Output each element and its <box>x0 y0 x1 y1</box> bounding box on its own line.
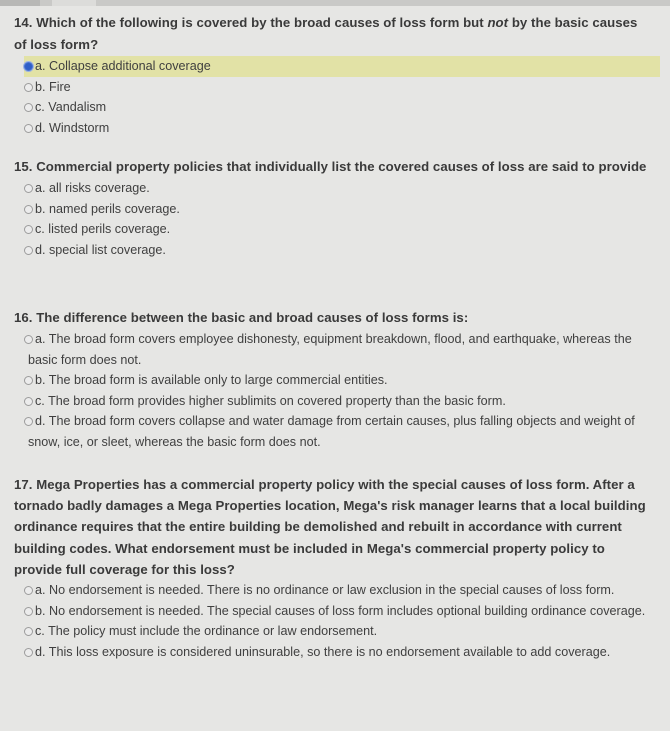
question-text-part: Commercial property policies that individually list the covered causes of loss are said to provide <box>36 159 647 174</box>
radio-button-icon[interactable] <box>24 627 33 636</box>
answer-option-b[interactable] <box>0 77 670 98</box>
question-text-part: Mega Properties has a commercial property policy with the special causes of loss form. After a tornado badly damages a Mega Properties location, Mega's risk manager learns that a local building ordinance requires that the entire building be demolished and rebuilt in accordance with current building codes. What endorsement must be included in Mega's commercial property policy to provide full coverage for this loss? <box>14 477 646 577</box>
radio-button-icon[interactable] <box>24 124 33 133</box>
radio-button-icon[interactable] <box>24 648 33 657</box>
answer-option-d[interactable] <box>0 240 670 261</box>
browser-top-strip <box>0 0 670 6</box>
radio-button-icon[interactable] <box>24 103 33 112</box>
radio-button-checked-icon[interactable] <box>24 62 33 71</box>
radio-button-icon[interactable] <box>24 607 33 616</box>
question-text <box>0 12 670 56</box>
radio-button-icon[interactable] <box>24 184 33 193</box>
answer-options <box>0 56 670 138</box>
answer-option-d[interactable] <box>0 642 670 663</box>
option-label: b. The broad form is available only to large commercial entities. <box>35 373 388 387</box>
answer-option-a[interactable] <box>0 178 670 199</box>
answer-option-b[interactable] <box>0 199 670 220</box>
radio-button-icon[interactable] <box>24 586 33 595</box>
option-label: b. No endorsement is needed. The special causes of loss form includes optional building ordinance coverage. <box>35 603 646 618</box>
option-label: c. Vandalism <box>35 100 107 114</box>
option-label: d. special list coverage. <box>35 242 166 257</box>
answer-option-c[interactable] <box>0 97 670 118</box>
question-number: 17. <box>14 477 33 492</box>
option-label: d. Windstorm <box>35 120 110 135</box>
question-text <box>0 156 670 178</box>
answer-option-c[interactable] <box>0 621 670 642</box>
question-17 <box>0 474 670 662</box>
option-label: d. The broad form covers collapse and water damage from certain causes, plus falling objects and weight of snow, ice, or sleet, whereas the basic form does not. <box>28 414 635 449</box>
answer-option-a[interactable] <box>0 329 670 370</box>
answer-option-a[interactable] <box>0 580 670 601</box>
radio-button-icon[interactable] <box>24 83 33 92</box>
option-label: c. listed perils coverage. <box>35 222 171 236</box>
option-label: c. The broad form provides higher sublimits on covered property than the basic form. <box>35 393 506 408</box>
option-label: b. Fire <box>35 79 71 94</box>
option-label: a. No endorsement is needed. There is no ordinance or law exclusion in the special causes of loss form. <box>35 583 615 598</box>
answer-option-b[interactable] <box>0 601 670 622</box>
option-label: c. The policy must include the ordinance or law endorsement. <box>35 624 378 639</box>
question-text <box>0 474 670 580</box>
option-label: b. named perils coverage. <box>35 201 180 216</box>
answer-option-a[interactable] <box>24 56 660 77</box>
radio-button-icon[interactable] <box>24 376 33 385</box>
question-text-part: by the basic causes of loss form? <box>14 15 638 52</box>
radio-button-icon[interactable] <box>24 417 33 426</box>
answer-option-c[interactable] <box>0 219 670 240</box>
radio-button-icon[interactable] <box>24 246 33 255</box>
browser-tab-active[interactable] <box>52 0 96 6</box>
answer-option-d[interactable] <box>0 411 670 452</box>
answer-options <box>0 580 670 662</box>
question-16 <box>0 307 670 452</box>
radio-button-icon[interactable] <box>24 397 33 406</box>
radio-button-icon[interactable] <box>24 335 33 344</box>
answer-option-b[interactable] <box>0 370 670 391</box>
option-label: a. Collapse additional coverage <box>35 59 211 73</box>
answer-option-c[interactable] <box>0 391 670 412</box>
question-number: 16. <box>14 310 33 325</box>
answer-option-d[interactable] <box>0 118 670 139</box>
browser-tab[interactable] <box>0 0 40 6</box>
question-number: 14. <box>14 15 33 30</box>
option-label: a. all risks coverage. <box>35 181 150 195</box>
question-text <box>0 307 670 329</box>
answer-options <box>0 329 670 452</box>
radio-button-icon[interactable] <box>24 225 33 234</box>
option-label: a. The broad form covers employee dishonesty, equipment breakdown, flood, and earthquake, whereas the basic form does not. <box>28 332 632 367</box>
question-emphasis: not <box>487 15 509 30</box>
question-15 <box>0 156 670 260</box>
question-14 <box>0 12 670 138</box>
question-number: 15. <box>14 159 33 174</box>
question-text-part: Which of the following is covered by the broad causes of loss form but <box>36 15 488 30</box>
answer-options <box>0 178 670 260</box>
question-text-part: The difference between the basic and broad causes of loss forms is: <box>36 310 469 325</box>
option-label: d. This loss exposure is considered uninsurable, so there is no endorsement available to add coverage. <box>35 644 611 659</box>
radio-button-icon[interactable] <box>24 205 33 214</box>
